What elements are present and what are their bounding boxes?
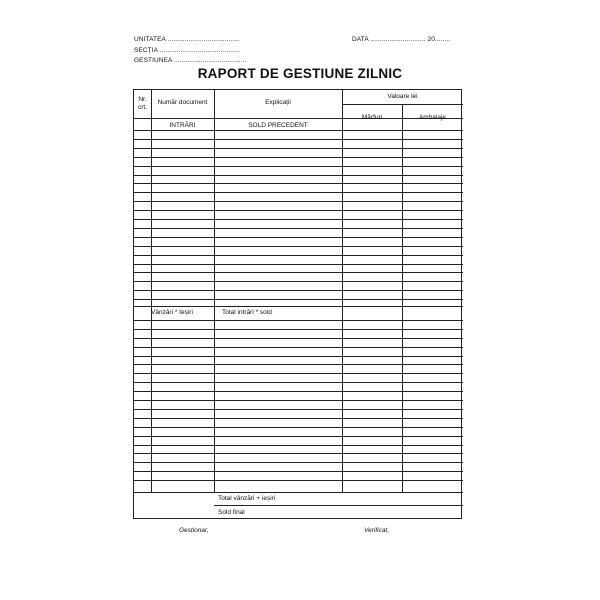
sold-final-label: Sold final — [218, 509, 245, 516]
table-row-line — [134, 462, 463, 463]
data-field: DATA ............................. 20........ — [352, 36, 451, 43]
table-row-line — [134, 347, 463, 348]
table-row-line — [134, 338, 463, 339]
table-row-line — [134, 255, 463, 256]
table-row-line — [134, 391, 463, 392]
table-row-line — [134, 192, 463, 193]
section-header-divider — [134, 320, 463, 321]
total-intrari-sold-label: Total intrări * sold — [222, 309, 272, 316]
table-row-line — [134, 453, 463, 454]
table-row-line — [134, 166, 463, 167]
table-row-line — [134, 157, 463, 158]
table-row-line — [134, 246, 463, 247]
col-divider-nr — [151, 90, 152, 493]
gestiunea-field: GESTIUNEA ...................................... — [134, 57, 247, 64]
totals-divider — [134, 492, 463, 493]
valoare-divider — [342, 104, 463, 105]
table-row-line — [134, 480, 463, 481]
table-row-line — [134, 299, 463, 300]
table-row-line — [134, 329, 463, 330]
intrari-label: INTRĂRI — [169, 122, 196, 129]
table-row-line — [134, 264, 463, 265]
table-row-line — [134, 409, 463, 410]
table-row-line — [134, 281, 463, 282]
table-row-line — [134, 436, 463, 437]
table-row-line — [134, 201, 463, 202]
verificat-label: Verificat, — [364, 527, 390, 534]
col-nr-header: Nr. crt. — [137, 96, 148, 111]
col-divider-numar — [214, 90, 215, 493]
page-title: RAPORT DE GESTIUNE ZILNIC — [197, 66, 403, 81]
table-row-line — [134, 175, 463, 176]
col-divider-marfuri — [402, 104, 403, 492]
table-row-line — [134, 445, 463, 446]
table-row-line — [134, 382, 463, 383]
table-row-line — [134, 183, 463, 184]
table-row-line — [134, 373, 463, 374]
section-divider — [134, 306, 463, 307]
sold-precedent-label: SOLD PRECEDENT — [248, 122, 308, 129]
table-row-line — [134, 290, 463, 291]
table-row-line — [134, 139, 463, 140]
unitatea-field: UNITATEA ...................................... — [134, 36, 240, 43]
table-row-line — [134, 228, 463, 229]
gestionar-label: Gestionar, — [179, 527, 209, 534]
table-row-line — [134, 427, 463, 428]
col-valoare-header: Valoare lei — [387, 93, 418, 100]
col-numar-header: Număr document — [157, 99, 208, 106]
table-row-line — [134, 237, 463, 238]
table-row-line — [134, 356, 463, 357]
table-row-line — [134, 219, 463, 220]
sold-final-divider — [214, 505, 463, 506]
total-vanzari-iesiri-label: Total vânzări + ieșiri — [218, 495, 276, 502]
table-row-line — [134, 272, 463, 273]
table-row-line — [134, 364, 463, 365]
vanzari-iesiri-label: Vânzări * Ieșiri — [151, 309, 193, 316]
sectia-field: SECȚIA .......................................... — [134, 47, 240, 54]
table-row-line — [134, 400, 463, 401]
col-marfuri-header: Mărfuri — [361, 114, 383, 121]
table-row-line — [134, 471, 463, 472]
report-table — [133, 89, 462, 519]
table-row-line — [134, 210, 463, 211]
table-row-line — [134, 148, 463, 149]
col-divider-explicatii — [342, 90, 343, 492]
col-ambalaje-header: Ambalaje — [418, 114, 447, 121]
col-explicatii-header: Explicații — [265, 99, 291, 106]
table-row-line — [134, 418, 463, 419]
intrari-divider — [134, 130, 463, 131]
